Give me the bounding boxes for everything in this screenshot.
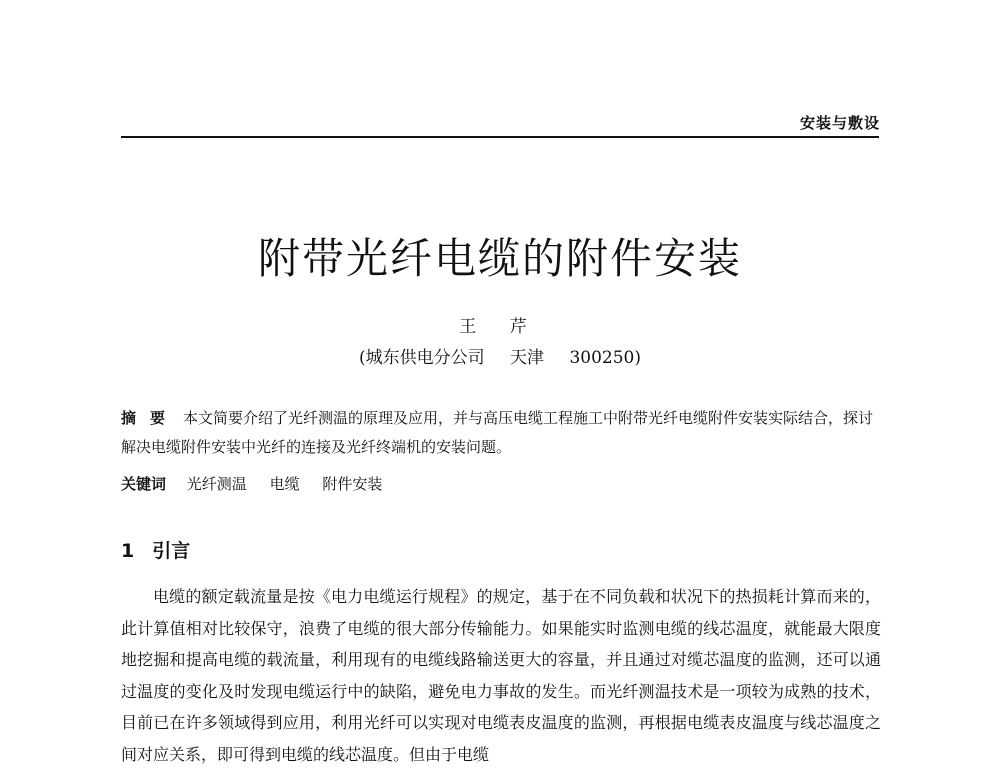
section-heading	[121, 536, 190, 563]
keyword: 光纤测温	[186, 475, 247, 493]
affiliation-org: (城东供电分公司	[359, 348, 485, 368]
author: 王 芹	[459, 317, 541, 337]
keyword: 附件安装	[322, 475, 383, 493]
section-tag: 安装与敷设	[799, 114, 880, 132]
paper-title: 附带光纤电缆的附件安装	[257, 234, 742, 283]
keyword: 电缆	[269, 475, 300, 493]
section-title: 引言	[152, 540, 191, 562]
section-number: 1	[121, 540, 135, 562]
keywords-label: 关键词	[121, 475, 167, 493]
affiliation-postcode: 300250)	[569, 348, 641, 368]
abstract-text: 本文简要介绍了光纤测温的原理及应用，并与高压电缆工程施工中附带光纤电缆附件安装实际结合，探讨解决电缆附件安装中光纤的连接及光纤终端机的安装问题。	[121, 409, 874, 456]
affiliation	[0, 343, 1000, 368]
keywords	[121, 473, 881, 494]
abstract-label: 摘要	[121, 409, 180, 427]
header-rule	[121, 136, 879, 138]
abstract	[121, 404, 881, 462]
body-paragraph: 电缆的额定载流量是按《电力电缆运行规程》的规定，基于在不同负载和状况下的热损耗计算而来的，此计算值相对比较保守，浪费了电缆的很大部分传输能力。如果能实时监测电缆的线芯温度，就能最大限度地挖掘和提高电缆的载流量，利用现有的电缆线路输送更大的容量，并且通过对缆芯温度的监测，还可以通过温度的变化及时发现电缆运行中的缺陷，避免电力事故的发生。而光纤测温技术是一项较为成熟的技术，目前已在许多领域得到应用，利用光纤可以实现对电缆表皮温度的监测，再根据电缆表皮温度与线芯温度之间对应关系，即可得到电缆的线芯温度。但由于电缆	[121, 587, 881, 764]
affiliation-city: 天津	[510, 348, 545, 368]
